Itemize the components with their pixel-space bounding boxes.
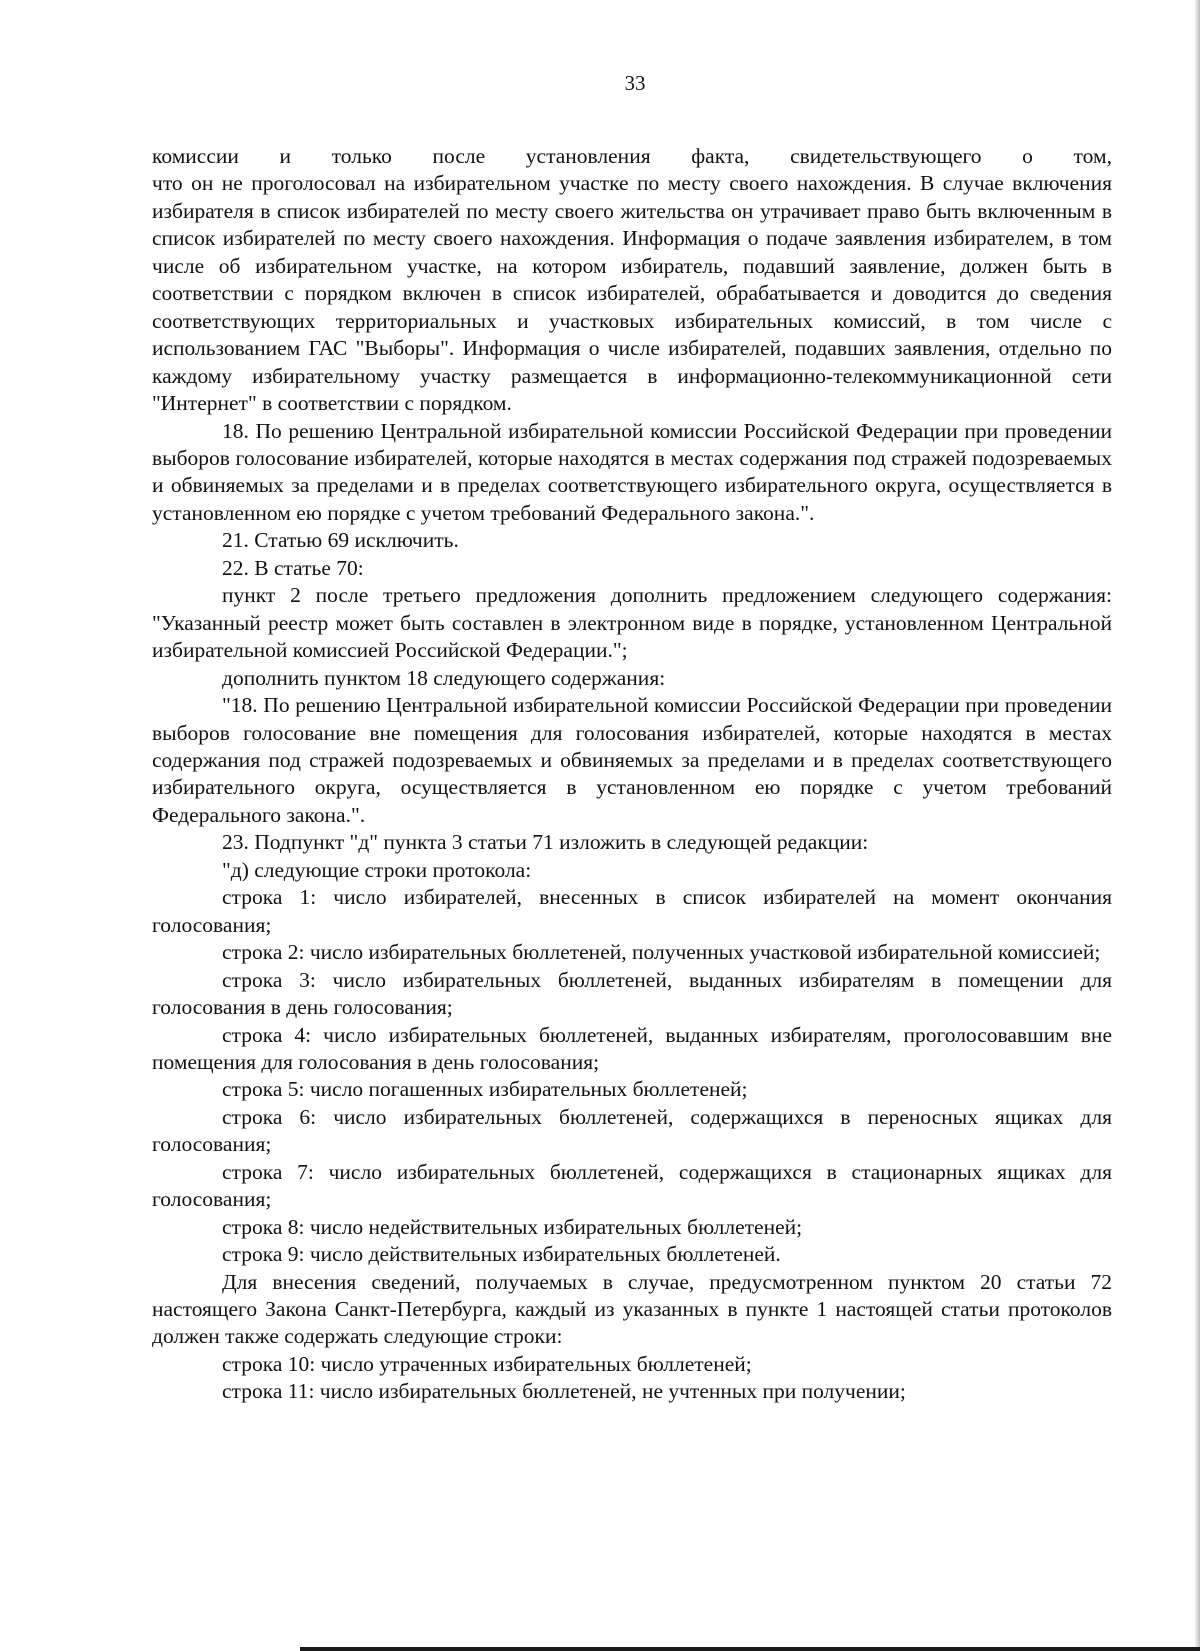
protocol-line-3: строка 3: число избирательных бюллетеней, выданных избирателям в помещении для голосования в день голосования; (152, 967, 1112, 1020)
protocol-line-9: строка 9: число действительных избирательных бюллетеней. (222, 1242, 781, 1267)
protocol-line-2: строка 2: число избирательных бюллетеней, полученных участковой избирательной комиссией; (222, 940, 1101, 965)
protocol-line-4: строка 4: число избирательных бюллетеней, выданных избирателям, проголосовавшим вне помещения для голосования в день голосования; (152, 1022, 1112, 1074)
protocol-line-5: строка 5: число погашенных избирательных бюллетеней; (222, 1077, 748, 1102)
page-number: 33 (624, 71, 646, 95)
protocol-line-10: строка 10: число утраченных избирательных бюллетеней; (222, 1351, 752, 1376)
paragraph-continuation: что он не проголосовал на избирательном участке по месту своего нахождения. В случае включения избирателя в список избирателей по месту своего жительства он утрачивает право быть включенным в список избирателей по месту своего нахождения. Информация о подаче заявления избирателем, в том числе об избирательном участке, на котором избиратель, подавший заявление, должен быть в соответствии с порядком включен в список избирателей, обрабатывается и доводится до сведения соответствующих территориальных и участковых избирательных комиссий, в том числе с использованием ГАС "Выборы". Информация о числе избирателей, подавших заявления, отдельно по каждому избирательному участку размещается в информационно-телекоммуникационной сети "Интернет" в соответствии с порядком. (152, 171, 1112, 416)
protocol-line-8: строка 8: число недействительных избирательных бюллетеней; (222, 1214, 803, 1239)
paragraph-item-22: 22. В статье 70: (222, 555, 364, 580)
paragraph-item-18: 18. По решению Центральной избирательной комиссии Российской Федерации при проведении выборов голосование избирателей, которые находятся в местах содержания под стражей подозреваемых и обвиняемых за пределами и в пределах соответствующего избирательного округа, осуществляется в установленном ею порядке с учетом требований Федерального закона.". (152, 418, 1112, 525)
paragraph-subpoint-d: "д) следующие строки протокола: (222, 857, 532, 882)
paragraph-point-2-amendment: пункт 2 после третьего предложения дополнить предложением следующего содержания: "Указанный реестр может быть составлен в электронном виде в порядке, установленном Центральной избирательной комиссией Российской Федерации."; (152, 583, 1112, 663)
document-body (152, 143, 1112, 1406)
protocol-line-7: строка 7: число избирательных бюллетеней, содержащихся в стационарных ящиках для голосования; (152, 1159, 1112, 1212)
paragraph-continuation-first-line: комиссии и только после установления факта, свидетельствующего о том, (152, 144, 1112, 168)
paragraph-additional-lines-intro: Для внесения сведений, получаемых в случае, предусмотренном пунктом 20 статьи 72 настоящего Закона Санкт-Петербурга, каждый из указанных в пункте 1 настоящей статьи протоколов должен также содержать следующие строки: (152, 1269, 1112, 1349)
paragraph-item-23: 23. Подпункт "д" пункта 3 статьи 71 изложить в следующей редакции: (222, 830, 869, 855)
protocol-line-1: строка 1: число избирателей, внесенных в список избирателей на момент окончания голосования; (152, 885, 1112, 937)
paragraph-item-21: 21. Статью 69 исключить. (222, 528, 459, 553)
scan-edge-shadow (1194, 0, 1200, 1651)
protocol-line-11: строка 11: число избирательных бюллетеней, не учтенных при получении; (222, 1379, 906, 1404)
protocol-line-6: строка 6: число избирательных бюллетеней, содержащихся в переносных ящиках для голосования; (152, 1104, 1112, 1157)
paragraph-add-point-18: дополнить пунктом 18 следующего содержания: (222, 665, 666, 690)
scan-bottom-edge (300, 1647, 1200, 1651)
paragraph-new-point-18: "18. По решению Центральной избирательной комиссии Российской Федерации при проведении выборов голосование вне помещения для голосования избирателей, которые находятся в местах содержания под стражей подозреваемых и обвиняемых за пределами и в пределах соответствующего избирательного округа, осуществляется в установленном ею порядке с учетом требований Федерального закона.". (152, 693, 1112, 827)
